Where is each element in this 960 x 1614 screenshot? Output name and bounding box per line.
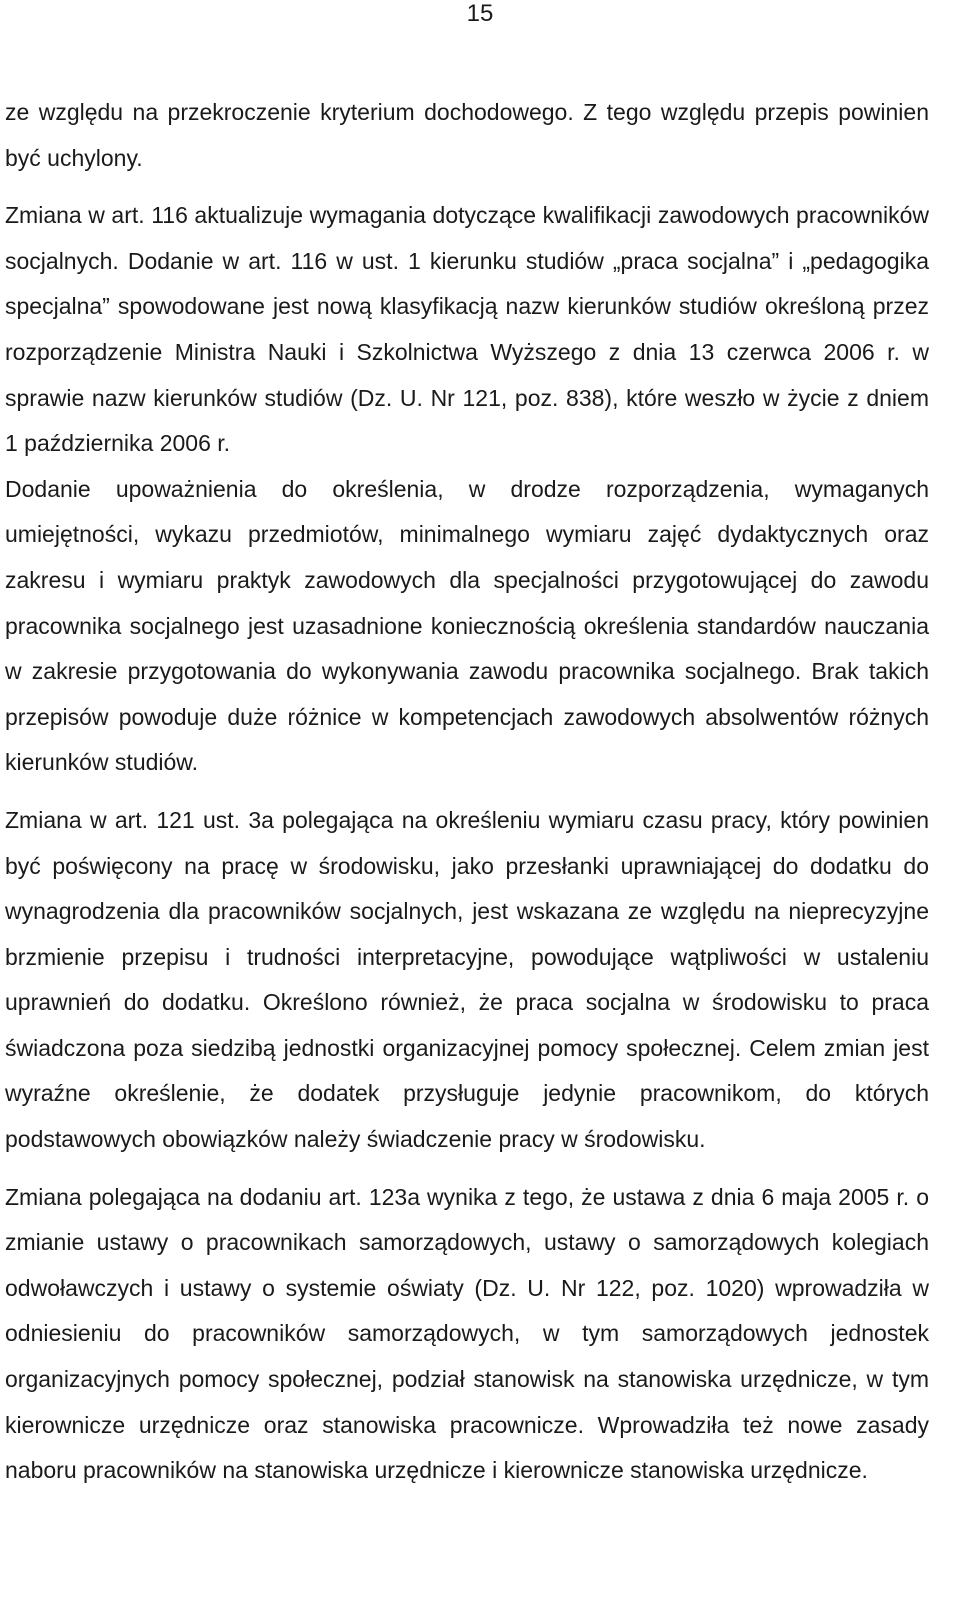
paragraph-art-121: Zmiana w art. 121 ust. 3a polegająca na określeniu wymiaru czasu pracy, który powinien być poświęcony na pracę w środowisku, jako przesłanki uprawniającej do dodatku do wynagrodzenia dla pracowników socjalnych, jest wskazana ze względu na nieprecyzyjne brzmienie przepisu i trudności interpretacyjne, powodujące wątpliwości w ustaleniu uprawnień do dodatku. Określono również, że praca socjalna w środowisku to praca świadczona poza siedzibą jednostki organizacyjnej pomocy społecznej. Celem zmian jest wyraźne określenie, że dodatek przysługuje jedynie pracownikom, do których podstawowych obowiązków należy świadczenie pracy w środowisku. xyxy=(5,806,929,1153)
paragraph-regulation-authorization: Dodanie upoważnienia do określenia, w drodze rozporządzenia, wymaganych umiejętności, wykazu przedmiotów, minimalnego wymiaru zajęć dydaktycznych oraz zakresu i wymiaru praktyk zawodowych dla specjalności przygotowującej do zawodu pracownika socjalnego jest uzasadnione koniecznością określenia standardów nauczania w zakresie przygotowania do wykonywania zawodu pracownika socjalnego. Brak takich przepisów powoduje duże różnice w kompetencjach zawodowych absolwentów różnych kierunków studiów. xyxy=(5,475,929,776)
paragraph-income-criterion: ze względu na przekroczenie kryterium dochodowego. Z tego względu przepis powinien być uchylony. xyxy=(5,99,929,171)
paragraph-art-116: Zmiana w art. 116 aktualizuje wymagania dotyczące kwalifikacji zawodowych pracowników socjalnych. Dodanie w art. 116 w ust. 1 kierunku studiów „praca socjalna” i „pedagogika specjalna” spowodowane jest nową klasyfikacją nazw kierunków studiów określoną przez rozporządzenie Ministra Nauki i Szkolnictwa Wyższego z dnia 13 czerwca 2006 r. w sprawie nazw kierunków studiów (Dz. U. Nr 121, poz. 838), które weszło w życie z dniem 1 października 2006 r. xyxy=(5,202,929,457)
paragraph-art-123a: Zmiana polegająca na dodaniu art. 123a wynika z tego, że ustawa z dnia 6 maja 2005 r. o zmianie ustawy o pracownikach samorządowych, ustawy o samorządowych kolegiach odwoławczych i ustawy o systemie oświaty (Dz. U. Nr 122, poz. 1020) wprowadziła w odniesieniu do pracowników samorządowych, w tym samorządowych jednostek organizacyjnych pomocy społecznej, podział stanowisk na stanowiska urzędnicze, w tym kierownicze urzędnicze oraz stanowiska pracownicze. Wprowadziła też nowe zasady naboru pracowników na stanowiska urzędnicze i kierownicze stanowiska urzędnicze. xyxy=(5,1183,929,1484)
page-number: 15 xyxy=(466,0,494,27)
document-body xyxy=(5,90,929,1494)
